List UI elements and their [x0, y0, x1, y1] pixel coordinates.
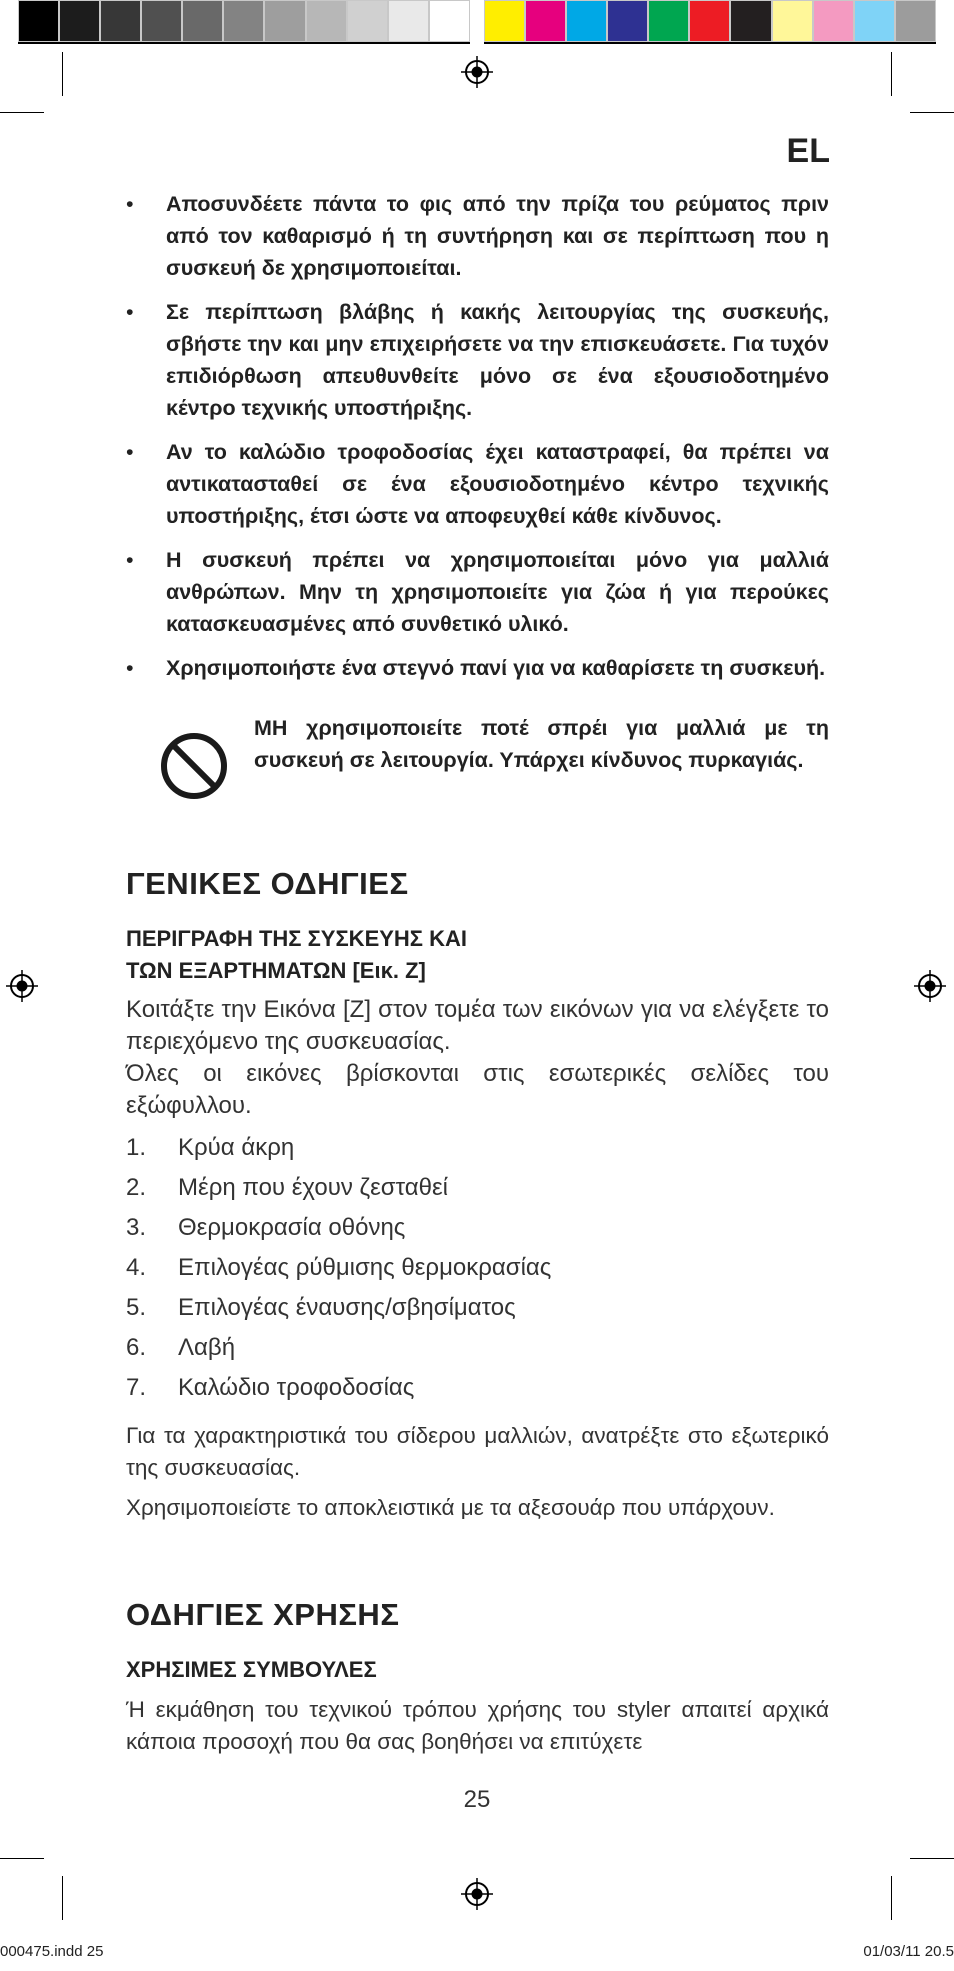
paragraph: Για τα χαρακτηριστικά του σίδερου μαλλιών, ανατρέξτε στο εξωτερικό της συσκευασίας. [126, 1423, 829, 1480]
color-swatch [813, 0, 854, 42]
paragraph: Χρησιμοποιείστε το αποκλειστικά με τα αξεσουάρ που υπάρχουν. [126, 1495, 775, 1520]
color-swatch [100, 0, 141, 42]
color-swatch [182, 0, 223, 42]
calibration-bar-rule [484, 42, 936, 44]
color-swatch [607, 0, 648, 42]
list-item: • Χρησιμοποιήστε ένα στεγνό πανί για να καθαρίσετε τη συσκευή. [126, 652, 829, 684]
color-swatch [223, 0, 264, 42]
crop-mark [62, 1876, 63, 1920]
registration-mark-icon [461, 1878, 493, 1910]
color-swatch [730, 0, 771, 42]
list-item: 2. Μέρη που έχουν ζεσταθεί [126, 1174, 448, 1201]
crop-mark [891, 52, 892, 96]
color-swatch [854, 0, 895, 42]
registration-mark-icon [914, 970, 946, 1002]
prohibition-icon [160, 732, 228, 800]
crop-mark [62, 52, 63, 96]
warning-text: ΜΗ χρησιμοποιείτε ποτέ σπρέι για μαλλιά με τη συσκευή σε λειτουργία. Υπάρχει κίνδυνος πυρκαγιάς. [254, 716, 829, 772]
color-swatch [264, 0, 305, 42]
list-item: • Η συσκευή πρέπει να χρησιμοποιείται μόνο για μαλλιά ανθρώπων. Μην τη χρησιμοποιείτε για ζώα ή για περούκες κατασκευασμένες από συνθετικό υλικό. [126, 544, 829, 640]
crop-mark [891, 1876, 892, 1920]
crop-mark [910, 1858, 954, 1859]
section-heading: ΟΔΗΓΙΕΣ ΧΡΗΣΗΣ [126, 1597, 400, 1632]
paragraph: Όλες οι εικόνες βρίσκονται στις εσωτερικές σελίδες του εξώφυλλου. [126, 1060, 829, 1119]
list-item: 1. Κρύα άκρη [126, 1134, 295, 1161]
registration-mark-icon [6, 970, 38, 1002]
list-item: 5. Επιλογέας έναυσης/σβησίματος [126, 1294, 516, 1321]
color-swatch [141, 0, 182, 42]
color-swatch [306, 0, 347, 42]
color-swatch [18, 0, 59, 42]
list-item: 4. Επιλογέας ρύθμισης θερμοκρασίας [126, 1254, 552, 1281]
parts-list [126, 1128, 551, 1408]
paragraph: Κοιτάξτε την Εικόνα [Ζ] στον τομέα των εικόνων για να ελέγξετε το περιεχόμενο της συσκευασίας. [126, 996, 829, 1055]
safety-bullet-list [126, 188, 829, 696]
language-code: EL [786, 132, 830, 170]
subsection-heading: ΤΩΝ ΕΞΑΡΤΗΜΑΤΩΝ [Εικ. Ζ] [126, 958, 426, 983]
slug-date: 01/03/11 20.5 [863, 1943, 954, 1960]
color-swatch [648, 0, 689, 42]
crop-mark [0, 1858, 44, 1859]
color-swatch [772, 0, 813, 42]
registration-mark-icon [461, 56, 493, 88]
list-item: • Σε περίπτωση βλάβης ή κακής λειτουργίας της συσκευής, σβήστε την και μην επιχειρήσετε να την επισκευάσετε. Για τυχόν επιδιόρθωση απευθυνθείτε μόνο σε ένα εξουσιοδοτημένο κέντρο τεχνικής υποστήριξης. [126, 296, 829, 424]
grayscale-calibration-bar [18, 0, 470, 42]
page-number: 25 [463, 1786, 491, 1813]
color-swatch [388, 0, 429, 42]
paragraph: Ή εκμάθηση του τεχνικού τρόπου χρήσης του styler απαιτεί αρχικά κάποια προσοχή που θα σας βοηθήσει να επιτύχετε [126, 1697, 829, 1754]
color-swatch [895, 0, 936, 42]
color-swatch [59, 0, 100, 42]
section-heading: ΓΕΝΙΚΕΣ ΟΔΗΓΙΕΣ [126, 866, 409, 901]
list-item: • Αν το καλώδιο τροφοδοσίας έχει καταστραφεί, θα πρέπει να αντικατασταθεί σε ένα εξουσιοδοτημένο κέντρο τεχνικής υποστήριξης, έτσι ώστε να αποφευχθεί κάθε κίνδυνος. [126, 436, 829, 532]
crop-mark [910, 112, 954, 113]
list-item: 3. Θερμοκρασία οθόνης [126, 1214, 406, 1241]
color-swatch [484, 0, 525, 42]
slug-filename: 000475.indd 25 [0, 1943, 104, 1960]
color-swatch [429, 0, 470, 42]
color-swatch [689, 0, 730, 42]
subsection-heading: ΧΡΗΣΙΜΕΣ ΣΥΜΒΟΥΛΕΣ [126, 1657, 377, 1682]
list-item: 7. Καλώδιο τροφοδοσίας [126, 1374, 415, 1401]
crop-mark [0, 112, 44, 113]
color-calibration-bar [484, 0, 936, 42]
color-swatch [525, 0, 566, 42]
color-swatch [566, 0, 607, 42]
subsection-heading: ΠΕΡΙΓΡΑΦΗ ΤΗΣ ΣΥΣΚΕΥΗΣ ΚΑΙ [126, 926, 468, 951]
list-item: • Αποσυνδέετε πάντα το φις από την πρίζα του ρεύματος πριν από τον καθαρισμό ή τη συντήρηση και σε περίπτωση που η συσκευή δε χρησιμοποιείται. [126, 188, 829, 284]
color-swatch [347, 0, 388, 42]
calibration-bar-rule [18, 42, 470, 44]
list-item: 6. Λαβή [126, 1334, 236, 1361]
